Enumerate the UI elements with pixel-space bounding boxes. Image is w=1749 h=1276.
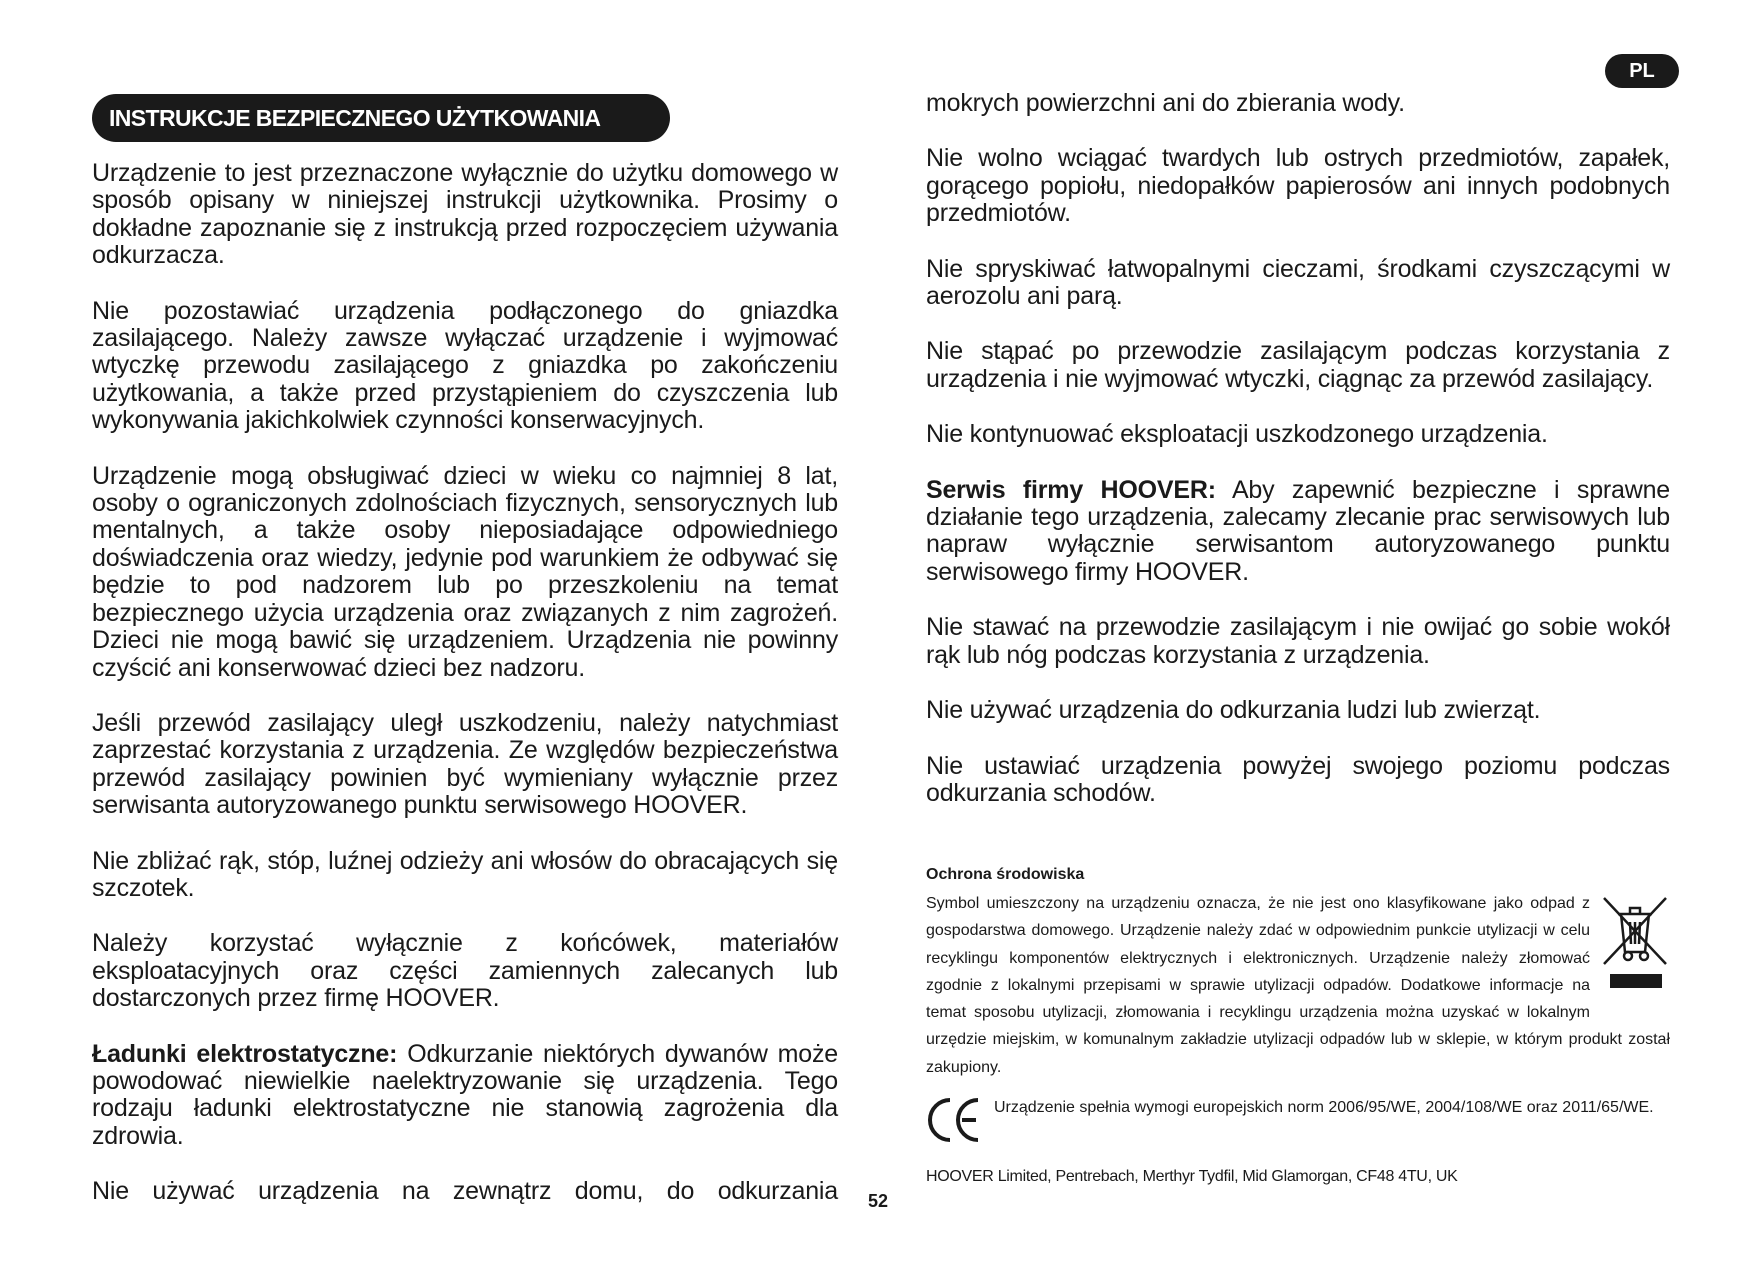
environment-section	[926, 866, 1670, 1081]
weee-crossed-bin-icon	[1600, 892, 1670, 1018]
paragraph: Nie używać urządzenia do odkurzania ludzi lub zwierząt.	[926, 696, 1541, 725]
paragraph: Nie wolno wciągać twardych lub ostrych przedmiotów, zapałek, gorącego popiołu, niedopałków papierosów ani innych podobnych przedmiotów.	[926, 144, 1670, 228]
service-label: Serwis firmy HOOVER:	[926, 475, 1216, 504]
paragraph: Urządzenie mogą obsługiwać dzieci w wieku co najmniej 8 lat, osoby o ograniczonych zdolnościach fizycznych, sensorycznych lub mentalnych, a także osoby nieposiadające odpowiedniego doświadczenia oraz wiedzy, jedynie pod warunkiem że odbywać się będzie to pod nadzorem lub po przeszkoleniu na temat bezpiecznego użycia urządzenia oraz związanych z nim zagrożeń. Dzieci nie mogą bawić się urządzeniem. Urządzenia nie powinny czyścić ani konserwować dzieci bez nadzoru.	[92, 461, 838, 682]
paragraph: Jeśli przewód zasilający uległ uszkodzeniu, należy natychmiast zaprzestać korzystania z urządzenia. Ze względów bezpieczeństwa przewód zasilający powinien być wymieniany wyłącznie przez serwisanta autoryzowanego punktu serwisowego HOOVER.	[92, 708, 838, 820]
environment-title: Ochrona środowiska	[926, 866, 1085, 883]
right-column	[926, 90, 1670, 835]
ce-text: Urządzenie spełnia wymogi europejskich norm 2006/95/WE, 2004/108/WE oraz 2011/65/WE.	[994, 1099, 1654, 1116]
electrostatic-paragraph	[92, 1041, 838, 1151]
paragraph: Nie kontynuować eksploatacji uszkodzonego urządzenia.	[926, 420, 1548, 449]
paragraph: Należy korzystać wyłącznie z końcówek, materiałów eksploatacyjnych oraz części zamiennych zalecanych lub dostarczonych przez firmę HOOVER.	[92, 929, 838, 1013]
service-text: Aby zapewnić bezpieczne i sprawne działanie tego urządzenia, zalecamy zlecanie prac serwisowych lub napraw wyłącznie serwisantom autoryzowanego punktu serwisowego firmy HOOVER.	[926, 475, 1670, 586]
ce-section	[926, 1094, 1670, 1122]
paragraph: Nie spryskiwać łatwopalnymi cieczami, środkami czyszczącymi w aerozolu ani parą.	[926, 254, 1670, 311]
paragraph: Nie pozostawiać urządzenia podłączonego do gniazdka zasilającego. Należy zawsze wyłączać urządzenie i wyjmować wtyczkę przewodu zasilającego z gniazdka po zakończeniu użytkowania, a także przed przystąpieniem do czyszczenia lub wykonywania jakichkolwiek czynności konserwacyjnych.	[92, 296, 838, 435]
page-number: 52	[868, 1191, 889, 1211]
environment-text: Symbol umieszczony na urządzeniu oznacza, że nie jest ono klasyfikowane jako odpad z gospodarstwa domowego. Urządzenie należy zdać w odpowiednim punkcie utylizacji w celu recyklingu komponentów elektrycznych i elektronicznych. Urządzenie należy złomować zgodnie z lokalnymi przepisami w sprawie utylizacji odpadów. Dodatkowe informacje na temat sposobu utylizacji, złomowania i recyklingu urządzenia można uzyskać w lokalnym urzędzie miejskim, w komunalnym zakładzie utylizacji odpadów lub w sklepie, w którym produkt został zakupiony.	[926, 895, 1670, 1076]
paragraph: Nie stąpać po przewodzie zasilającym podczas korzystania z urządzenia i nie wyjmować wtyczki, ciągnąc za przewód zasilający.	[926, 337, 1670, 393]
section-heading: INSTRUKCJE BEZPIECZNEGO UŻYTKOWANIA	[92, 94, 670, 142]
left-column	[92, 160, 838, 1234]
paragraph: mokrych powierzchni ani do zbierania wody.	[926, 89, 1405, 117]
electrostatic-text: Odkurzanie niektórych dywanów może powodować niewielkie naelektryzowanie się urządzenia. Tego rodzaju ładunki elektrostatyczne nie stanowią zagrożenia dla zdrowia.	[92, 1039, 838, 1150]
paragraph: Nie ustawiać urządzenia powyżej swojego poziomu podczas odkurzania schodów.	[926, 751, 1670, 807]
paragraph: Nie zbliżać rąk, stóp, luźnej odzieży ani włosów do obracających się szczotek.	[92, 846, 838, 902]
language-badge: PL	[1605, 54, 1679, 88]
paragraph: Nie stawać na przewodzie zasilającym i nie owijać go sobie wokół rąk lub nóg podczas korzystania z urządzenia.	[926, 613, 1670, 669]
electrostatic-label: Ładunki elektrostatyczne:	[92, 1039, 398, 1068]
paragraph: Nie używać urządzenia na zewnątrz domu, do odkurzania	[92, 1177, 838, 1206]
paragraph: Urządzenie to jest przeznaczone wyłącznie do użytku domowego w sposób opisany w niniejszej instrukcji użytkownika. Prosimy o dokładne zapoznanie się z instrukcją przed rozpoczęciem używania odkurzacza.	[92, 159, 838, 270]
ce-mark-icon	[926, 1096, 982, 1144]
manufacturer-address: HOOVER Limited, Pentrebach, Merthyr Tydfil, Mid Glamorgan, CF48 4TU, UK	[926, 1168, 1458, 1185]
service-paragraph	[926, 477, 1670, 587]
